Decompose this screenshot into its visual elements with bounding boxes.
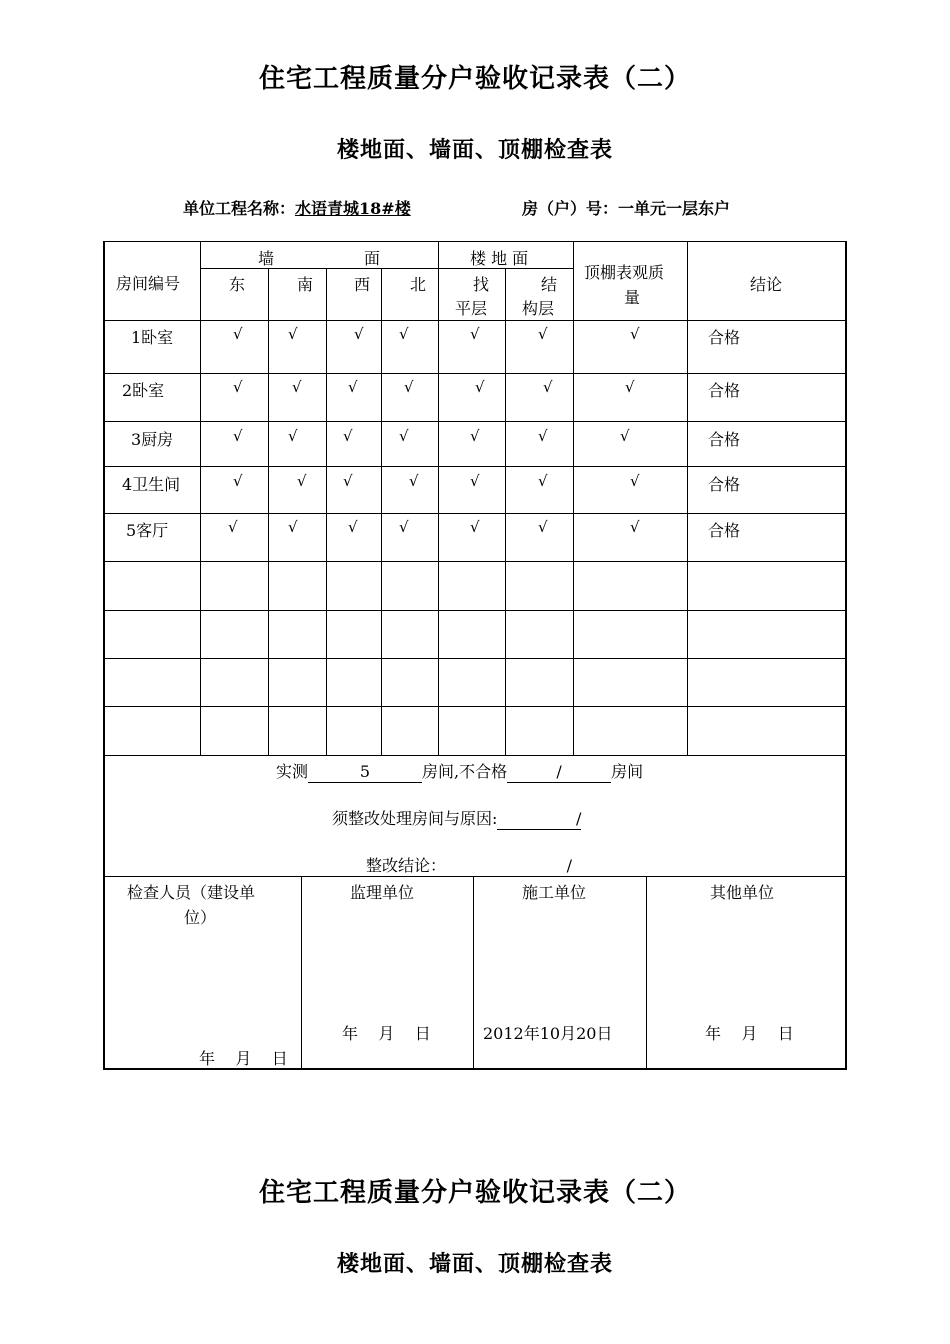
check-mark: √ bbox=[399, 518, 409, 536]
check-mark: √ bbox=[233, 427, 243, 445]
row-result: 合格 bbox=[708, 475, 741, 494]
supervisor-date: 年 月 日 bbox=[342, 1024, 431, 1043]
check-mark: √ bbox=[348, 378, 358, 396]
header-west: 西 bbox=[354, 275, 371, 294]
unit-value: 一单元一层东户 bbox=[618, 199, 731, 218]
rectify-result-label: 整改结论： bbox=[366, 856, 447, 875]
check-mark: √ bbox=[630, 518, 640, 536]
rectify-line bbox=[332, 806, 581, 830]
check-mark: √ bbox=[630, 472, 640, 490]
row-result: 合格 bbox=[708, 430, 741, 449]
other-date: 年 月 日 bbox=[705, 1024, 794, 1043]
header-wall-2: 面 bbox=[364, 249, 381, 268]
check-mark: √ bbox=[620, 427, 630, 445]
inspector-label-1: 检查人员（建设单 bbox=[127, 883, 256, 902]
check-mark: √ bbox=[348, 518, 358, 536]
check-mark: √ bbox=[538, 518, 548, 536]
rectify-value: / bbox=[497, 809, 581, 830]
page-subtitle-2: 楼地面、墙面、顶棚检查表 bbox=[336, 1251, 613, 1277]
room-name: 2卧室 bbox=[122, 381, 165, 400]
contractor-date: 2012年10月20日 bbox=[483, 1024, 613, 1043]
other-label: 其他单位 bbox=[710, 883, 775, 902]
check-mark: √ bbox=[543, 378, 553, 396]
header-ceiling-2: 量 bbox=[624, 288, 641, 307]
check-mark: √ bbox=[538, 427, 548, 445]
header-east: 东 bbox=[229, 275, 246, 294]
check-mark: √ bbox=[233, 378, 243, 396]
header-conclusion: 结论 bbox=[750, 275, 783, 294]
check-mark: √ bbox=[470, 325, 480, 343]
check-mark: √ bbox=[292, 378, 302, 396]
header-wall: 墙 bbox=[258, 249, 275, 268]
measured-label: 实测 bbox=[276, 762, 309, 781]
supervisor-label: 监理单位 bbox=[350, 883, 415, 902]
check-mark: √ bbox=[475, 378, 485, 396]
room-name: 1卧室 bbox=[131, 328, 174, 347]
row-result: 合格 bbox=[708, 328, 741, 347]
failed-unit: 房间 bbox=[611, 762, 644, 781]
room-name: 4卫生间 bbox=[122, 475, 181, 494]
check-mark: √ bbox=[343, 427, 353, 445]
check-mark: √ bbox=[228, 518, 238, 536]
check-mark: √ bbox=[233, 472, 243, 490]
measured-line bbox=[276, 759, 643, 783]
check-mark: √ bbox=[470, 518, 480, 536]
check-mark: √ bbox=[288, 427, 298, 445]
room-name: 3厨房 bbox=[131, 430, 174, 449]
check-mark: √ bbox=[288, 325, 298, 343]
rectify-label: 须整改处理房间与原因: bbox=[332, 809, 498, 828]
check-mark: √ bbox=[404, 378, 414, 396]
check-mark: √ bbox=[470, 472, 480, 490]
contractor-label: 施工单位 bbox=[522, 883, 587, 902]
project-name bbox=[183, 196, 411, 219]
header-structure-1: 结 bbox=[541, 275, 558, 294]
check-mark: √ bbox=[399, 427, 409, 445]
failed-value: / bbox=[507, 762, 611, 783]
check-mark: √ bbox=[538, 325, 548, 343]
check-mark: √ bbox=[470, 427, 480, 445]
project-value: 水语青城18#楼 bbox=[295, 199, 411, 218]
header-structure-2: 构层 bbox=[522, 299, 555, 318]
header-north: 北 bbox=[410, 275, 427, 294]
measured-unit: 房间,不合格 bbox=[422, 762, 508, 781]
project-label: 单位工程名称： bbox=[183, 199, 296, 218]
header-room: 房间编号 bbox=[116, 274, 181, 293]
page-subtitle: 楼地面、墙面、顶棚检查表 bbox=[336, 137, 613, 163]
check-mark: √ bbox=[297, 472, 307, 490]
inspector-label-2: 位） bbox=[184, 908, 217, 927]
measured-value: 5 bbox=[308, 762, 422, 783]
check-mark: √ bbox=[409, 472, 419, 490]
check-mark: √ bbox=[625, 378, 635, 396]
row-result: 合格 bbox=[708, 381, 741, 400]
rectify-result-value: / bbox=[446, 856, 572, 877]
check-mark: √ bbox=[399, 325, 409, 343]
inspector-date: 年 月 日 bbox=[199, 1049, 288, 1068]
check-mark: √ bbox=[354, 325, 364, 343]
room-name: 5客厅 bbox=[126, 521, 169, 540]
page-title: 住宅工程质量分户验收记录表（二） bbox=[258, 64, 691, 94]
check-mark: √ bbox=[233, 325, 243, 343]
check-mark: √ bbox=[538, 472, 548, 490]
unit-label: 房（户）号： bbox=[522, 199, 619, 218]
check-mark: √ bbox=[343, 472, 353, 490]
header-floor: 楼 地 面 bbox=[470, 249, 529, 268]
header-leveling-2: 平层 bbox=[455, 299, 488, 318]
check-mark: √ bbox=[288, 518, 298, 536]
check-mark: √ bbox=[630, 325, 640, 343]
rectify-result-line bbox=[366, 853, 572, 877]
unit-number bbox=[522, 196, 730, 219]
row-result: 合格 bbox=[708, 521, 741, 540]
header-ceiling-1: 顶棚表观质 bbox=[584, 263, 665, 282]
header-leveling-1: 找 bbox=[473, 275, 490, 294]
header-south: 南 bbox=[297, 275, 314, 294]
page-title-2: 住宅工程质量分户验收记录表（二） bbox=[258, 1178, 691, 1208]
